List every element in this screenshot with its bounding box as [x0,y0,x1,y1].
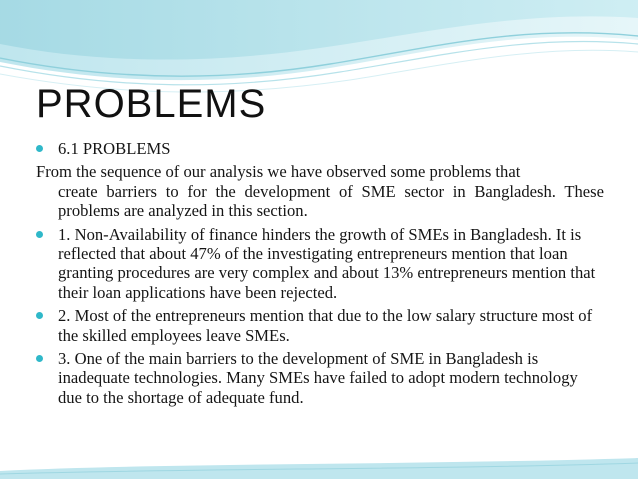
slide-body [36,139,604,407]
bullet-icon [36,312,43,319]
bullet-icon [36,145,43,152]
intro-paragraph [36,162,604,220]
list-item [36,225,604,303]
list-item-text: 1. Non-Availability of finance hinders the growth of SMEs in Bangladesh. It is reflected that about 47% of the investigating entrepreneurs mention that loan granting procedures are very complex and about 13% entrepreneurs mention that their loan applications have been rejected. [58,224,596,302]
list-item [36,306,604,345]
slide-title: PROBLEMS [36,82,267,126]
bullet-icon [36,355,43,362]
list-item-text: 3. One of the main barriers to the development of SME in Bangladesh is inadequate technologies. Many SMEs have failed to adopt modern technology due to the shortage of adequate fund. [58,349,578,407]
intro-continuation: create barriers to for the development of SME sector in Bangladesh. These problems are analyzed in this section. [58,181,604,221]
list-item-text: 2. Most of the entrepreneurs mention that due to the low salary structure most of the skilled employees leave SMEs. [58,306,593,345]
bullet-icon [36,231,43,238]
list-item-heading [36,139,604,158]
section-heading: 6.1 PROBLEMS [58,139,171,158]
intro-first-line: From the sequence of our analysis we have observed some problems that [36,162,521,182]
list-item [36,349,604,407]
